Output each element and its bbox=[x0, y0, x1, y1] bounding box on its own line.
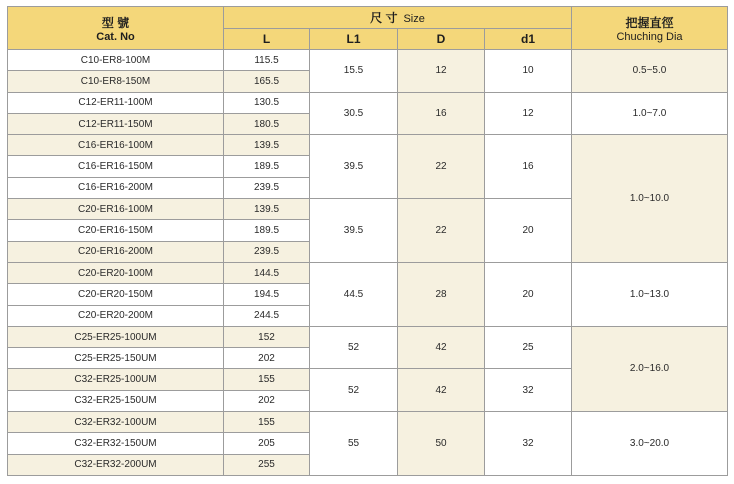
l-cell: 165.5 bbox=[224, 71, 310, 92]
dia-cell: 1.0~7.0 bbox=[572, 92, 728, 135]
cat-no-cell: C32-ER25-100UM bbox=[8, 369, 224, 390]
l1-cell: 52 bbox=[310, 326, 398, 369]
l-cell: 239.5 bbox=[224, 241, 310, 262]
size-header-en: Size bbox=[403, 13, 425, 25]
cat-no-cell: C32-ER32-100UM bbox=[8, 412, 224, 433]
cat-no-cell: C25-ER25-150UM bbox=[8, 348, 224, 369]
table-row bbox=[8, 262, 728, 283]
dia-header-en: Chuching Dia bbox=[616, 30, 683, 43]
cat-no-cell: C32-ER32-200UM bbox=[8, 454, 224, 475]
size-header bbox=[224, 7, 572, 29]
l-cell: 144.5 bbox=[224, 262, 310, 283]
l1-cell: 15.5 bbox=[310, 50, 398, 93]
dia-cell: 1.0~13.0 bbox=[572, 262, 728, 326]
l-cell: 180.5 bbox=[224, 113, 310, 134]
l1-cell: 55 bbox=[310, 412, 398, 476]
d1-cell: 20 bbox=[485, 262, 572, 326]
table-row bbox=[8, 135, 728, 156]
d-cell: 50 bbox=[398, 412, 485, 476]
l-cell: 189.5 bbox=[224, 220, 310, 241]
cat-no-cell: C16-ER16-100M bbox=[8, 135, 224, 156]
cat-no-cell: C20-ER16-150M bbox=[8, 220, 224, 241]
l-cell: 115.5 bbox=[224, 50, 310, 71]
d-cell: 42 bbox=[398, 326, 485, 369]
l1-cell: 52 bbox=[310, 369, 398, 412]
table-row bbox=[8, 50, 728, 71]
cat-no-cell: C20-ER20-150M bbox=[8, 284, 224, 305]
l1-cell: 39.5 bbox=[310, 199, 398, 263]
dia-cell: 0.5~5.0 bbox=[572, 50, 728, 93]
l1-cell: 39.5 bbox=[310, 135, 398, 199]
l1-cell: 30.5 bbox=[310, 92, 398, 135]
l-cell: 139.5 bbox=[224, 135, 310, 156]
dia-cell: 2.0~16.0 bbox=[572, 326, 728, 411]
dia-header-cn: 把握直徑 bbox=[625, 15, 674, 30]
d-cell: 42 bbox=[398, 369, 485, 412]
d-cell: 16 bbox=[398, 92, 485, 135]
spec-table bbox=[7, 6, 728, 476]
table-row bbox=[8, 412, 728, 433]
col-header-d1: d1 bbox=[485, 29, 572, 50]
d1-cell: 32 bbox=[485, 412, 572, 476]
cat-no-cell: C16-ER16-200M bbox=[8, 177, 224, 198]
cat-no-cell: C16-ER16-150M bbox=[8, 156, 224, 177]
d1-cell: 12 bbox=[485, 92, 572, 135]
l-cell: 155 bbox=[224, 369, 310, 390]
l-cell: 239.5 bbox=[224, 177, 310, 198]
l-cell: 189.5 bbox=[224, 156, 310, 177]
cat-no-header bbox=[8, 7, 224, 50]
d1-cell: 10 bbox=[485, 50, 572, 93]
d1-cell: 20 bbox=[485, 199, 572, 263]
d1-cell: 32 bbox=[485, 369, 572, 412]
cat-no-cell: C25-ER25-100UM bbox=[8, 326, 224, 347]
l-cell: 255 bbox=[224, 454, 310, 475]
dia-cell: 3.0~20.0 bbox=[572, 412, 728, 476]
dia-header bbox=[572, 7, 728, 50]
l1-cell: 44.5 bbox=[310, 262, 398, 326]
l-cell: 130.5 bbox=[224, 92, 310, 113]
cat-no-cell: C12-ER11-100M bbox=[8, 92, 224, 113]
cat-no-cell: C20-ER16-100M bbox=[8, 199, 224, 220]
cat-no-cell: C10-ER8-100M bbox=[8, 50, 224, 71]
cat-no-cell: C10-ER8-150M bbox=[8, 71, 224, 92]
table-row bbox=[8, 92, 728, 113]
l-cell: 155 bbox=[224, 412, 310, 433]
d-cell: 22 bbox=[398, 135, 485, 199]
cat-no-cell: C20-ER16-200M bbox=[8, 241, 224, 262]
col-header-d: D bbox=[398, 29, 485, 50]
d1-cell: 16 bbox=[485, 135, 572, 199]
table-row bbox=[8, 326, 728, 347]
cat-no-cell: C12-ER11-150M bbox=[8, 113, 224, 134]
cat-no-cell: C20-ER20-200M bbox=[8, 305, 224, 326]
d1-cell: 25 bbox=[485, 326, 572, 369]
l-cell: 139.5 bbox=[224, 199, 310, 220]
l-cell: 152 bbox=[224, 326, 310, 347]
size-header-cn: 尺 寸 bbox=[370, 11, 398, 25]
l-cell: 202 bbox=[224, 390, 310, 411]
cat-no-cell: C32-ER32-150UM bbox=[8, 433, 224, 454]
d-cell: 22 bbox=[398, 199, 485, 263]
l-cell: 202 bbox=[224, 348, 310, 369]
l-cell: 194.5 bbox=[224, 284, 310, 305]
cat-no-cell: C20-ER20-100M bbox=[8, 262, 224, 283]
cat-no-header-cn: 型 號 bbox=[101, 15, 130, 30]
l-cell: 244.5 bbox=[224, 305, 310, 326]
col-header-l1: L1 bbox=[310, 29, 398, 50]
cat-no-header-en: Cat. No bbox=[96, 30, 135, 43]
col-header-l: L bbox=[224, 29, 310, 50]
dia-cell: 1.0~10.0 bbox=[572, 135, 728, 263]
d-cell: 28 bbox=[398, 262, 485, 326]
cat-no-cell: C32-ER25-150UM bbox=[8, 390, 224, 411]
d-cell: 12 bbox=[398, 50, 485, 93]
l-cell: 205 bbox=[224, 433, 310, 454]
